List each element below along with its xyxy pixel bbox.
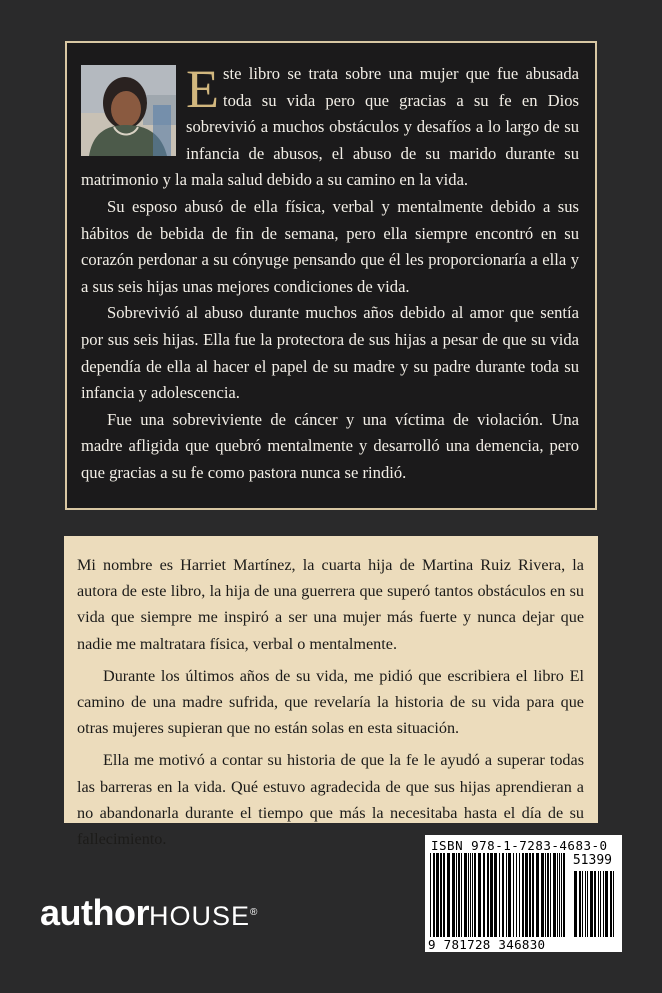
barcode-bar [472,853,473,937]
bio-paragraph-2: Su esposo abusó de ella física, verbal y mentalmente debido a sus hábitos de bebida de fin de semana, pero ella siempre encontró en su corazón perdonar a su cónyuge pensando que él les proporcionaría a ella y a sus seis hijas unas mejores condiciones de vida. [81,196,579,296]
note-paragraph-1: Mi nombre es Harriet Martínez, la cuarta hija de Martina Ruiz Rivera, la autora de este libro, la hija de una guerrera que superó tantos obstáculos en su vida que siempre me inspiró a ser una mujer más fuerte y nunca dejar que nadie me maltratara física, verbal o mentalmente. [77,556,584,653]
isbn-barcode [425,835,622,952]
barcode-bar [474,853,476,937]
barcode-bar [587,871,588,937]
bio-paragraph-1: Este libro se trata sobre una mujer que fue abusada toda su vida pero que gracias a su fe en Dios sobrevivió a muchos obstáculos y desafíos a lo largo de su infancia de abusos, el abuso de su marido durante su matrimonio y la mala salud debido a su camino en la vida. [81,59,579,190]
price-barcode-bars [572,871,617,937]
barcode-bar [600,871,601,937]
barcode-bar [536,853,539,937]
barcode-bar [525,853,528,937]
barcode-bar [443,853,445,937]
barcode-bar [516,853,517,937]
drop-cap: E [186,59,219,119]
barcode-bar [464,853,467,937]
barcode-bar [553,853,556,937]
barcode-bar [605,871,608,937]
barcode-bar [613,871,614,937]
barcode-bar [579,871,581,937]
ean-barcode-bars [428,853,568,937]
barcode-bar [532,853,534,937]
barcode-bar [440,853,442,937]
barcode-bar [561,853,562,937]
barcode-bar [456,853,457,937]
barcode-bar [598,871,599,937]
barcode-bar [541,853,544,937]
barcode-bar [585,871,586,937]
barcode-bar [447,853,450,937]
barcode-bar [470,853,471,937]
barcode-bar [522,853,524,937]
barcode-bar [610,871,612,937]
barcode-bar [430,853,431,937]
barcode-bar [590,871,593,937]
barcode-bar [487,853,489,937]
barcode-bar [458,853,460,937]
barcode-bar [502,853,504,937]
price-code: 51399 [572,853,612,868]
barcode-bar [461,853,462,937]
barcode-bar [506,853,507,937]
barcode-bar [559,853,560,937]
ean-number: 9 781728 346830 [428,937,546,952]
barcode-bar [550,853,551,937]
barcode-bar [468,853,469,937]
barcode-bar [452,853,455,937]
barcode-bar [529,853,531,937]
note-paragraph-2: Durante los últimos años de su vida, me pidió que escribiera el libro El camino de una madre sufrida, que revelaría la historia de su vida para que otras mujeres supieran que no están solas en esta situación. [77,666,584,738]
barcode-bar [433,853,435,937]
author-photo [81,65,176,156]
author-bio-panel [65,41,597,510]
barcode-bar [436,853,439,937]
barcode-bar [519,853,520,937]
barcode-bar [574,871,577,937]
barcode-bar [513,853,514,937]
barcode-bar [563,853,565,937]
barcode-bar [494,853,497,937]
barcode-bar [603,871,604,937]
note-paragraph-3: Ella me motivó a contar su historia de que la fe le ayudó a superar todas las barreras en la vida. Qué estuvo agradecida de que sus hijas aprendieran a no abandonarla durante el tiempo que más la necesitaba hasta el día de su fallecimiento. [77,751,584,849]
barcode-bar [582,871,583,937]
barcode-bar [508,853,511,937]
barcode-bar [547,853,549,937]
barcode-bar [490,853,493,937]
isbn-label: ISBN 978-1-7283-4683-0 [431,838,608,853]
barcode-bar [483,853,485,937]
bio-paragraph-3: Sobrevivió al abuso durante muchos años debido al amor que sentía por sus seis hijas. Ella fue la protectora de sus hijas a pesar de que su vida dependía de ella al hacer el papel de su madre y su padre durante toda su infancia y adolescencia. [81,303,579,403]
barcode-bar [545,853,546,937]
bio-paragraph-4: Fue una sobreviviente de cáncer y una víctima de violación. Una madre afligida que quebró mentalmente y desarrolló una demencia, pero que gracias a su fe como pastora nunca se rindió. [81,409,579,482]
barcode-bar [478,853,481,937]
publisher-logo: authorHOUSE® [40,892,257,933]
barcode-bar [594,871,596,937]
barcode-bar [557,853,558,937]
barcode-bar [499,853,500,937]
